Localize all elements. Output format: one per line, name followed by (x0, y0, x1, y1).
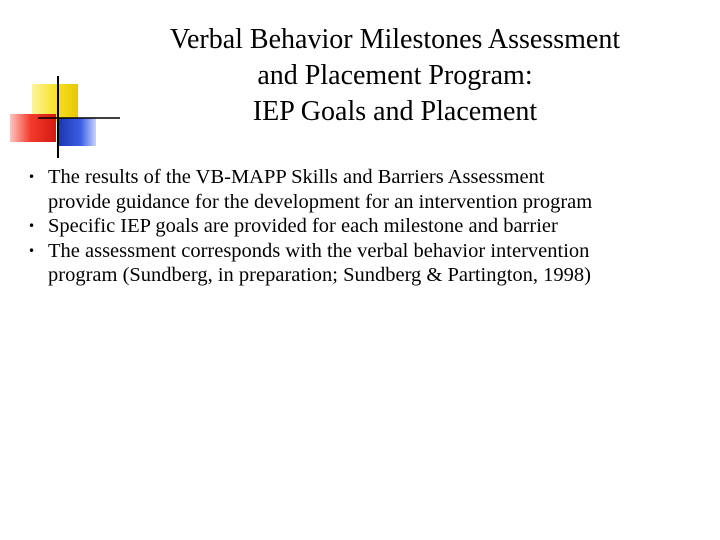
title-line: IEP Goals and Placement (252, 96, 538, 127)
title-line: Verbal Behavior Milestones Assessment (169, 24, 621, 55)
bullet-text-line: provide guidance for the development for an intervention program (48, 190, 593, 213)
blue-square (58, 118, 96, 146)
title-line: and Placement Program: (257, 60, 533, 91)
bullet-text-line: The assessment corresponds with the verbal behavior intervention (48, 239, 590, 262)
bullet-dot-icon: • (28, 170, 36, 184)
slide-title (110, 22, 680, 130)
bullet-text-line: program (Sundberg, in preparation; Sundberg & Partington, 1998) (48, 264, 591, 286)
bullet-list (28, 165, 698, 288)
bullet-dot-icon: • (28, 219, 36, 233)
bullet-text-line: The results of the VB-MAPP Skills and Barriers Assessment (48, 166, 545, 188)
bullet-dot-icon: • (28, 243, 36, 258)
bullet-text-line: Specific IEP goals are provided for each milestone and barrier (48, 215, 558, 237)
bullet-item (28, 165, 698, 214)
bullet-item (28, 214, 698, 239)
bullet-item (28, 239, 698, 288)
